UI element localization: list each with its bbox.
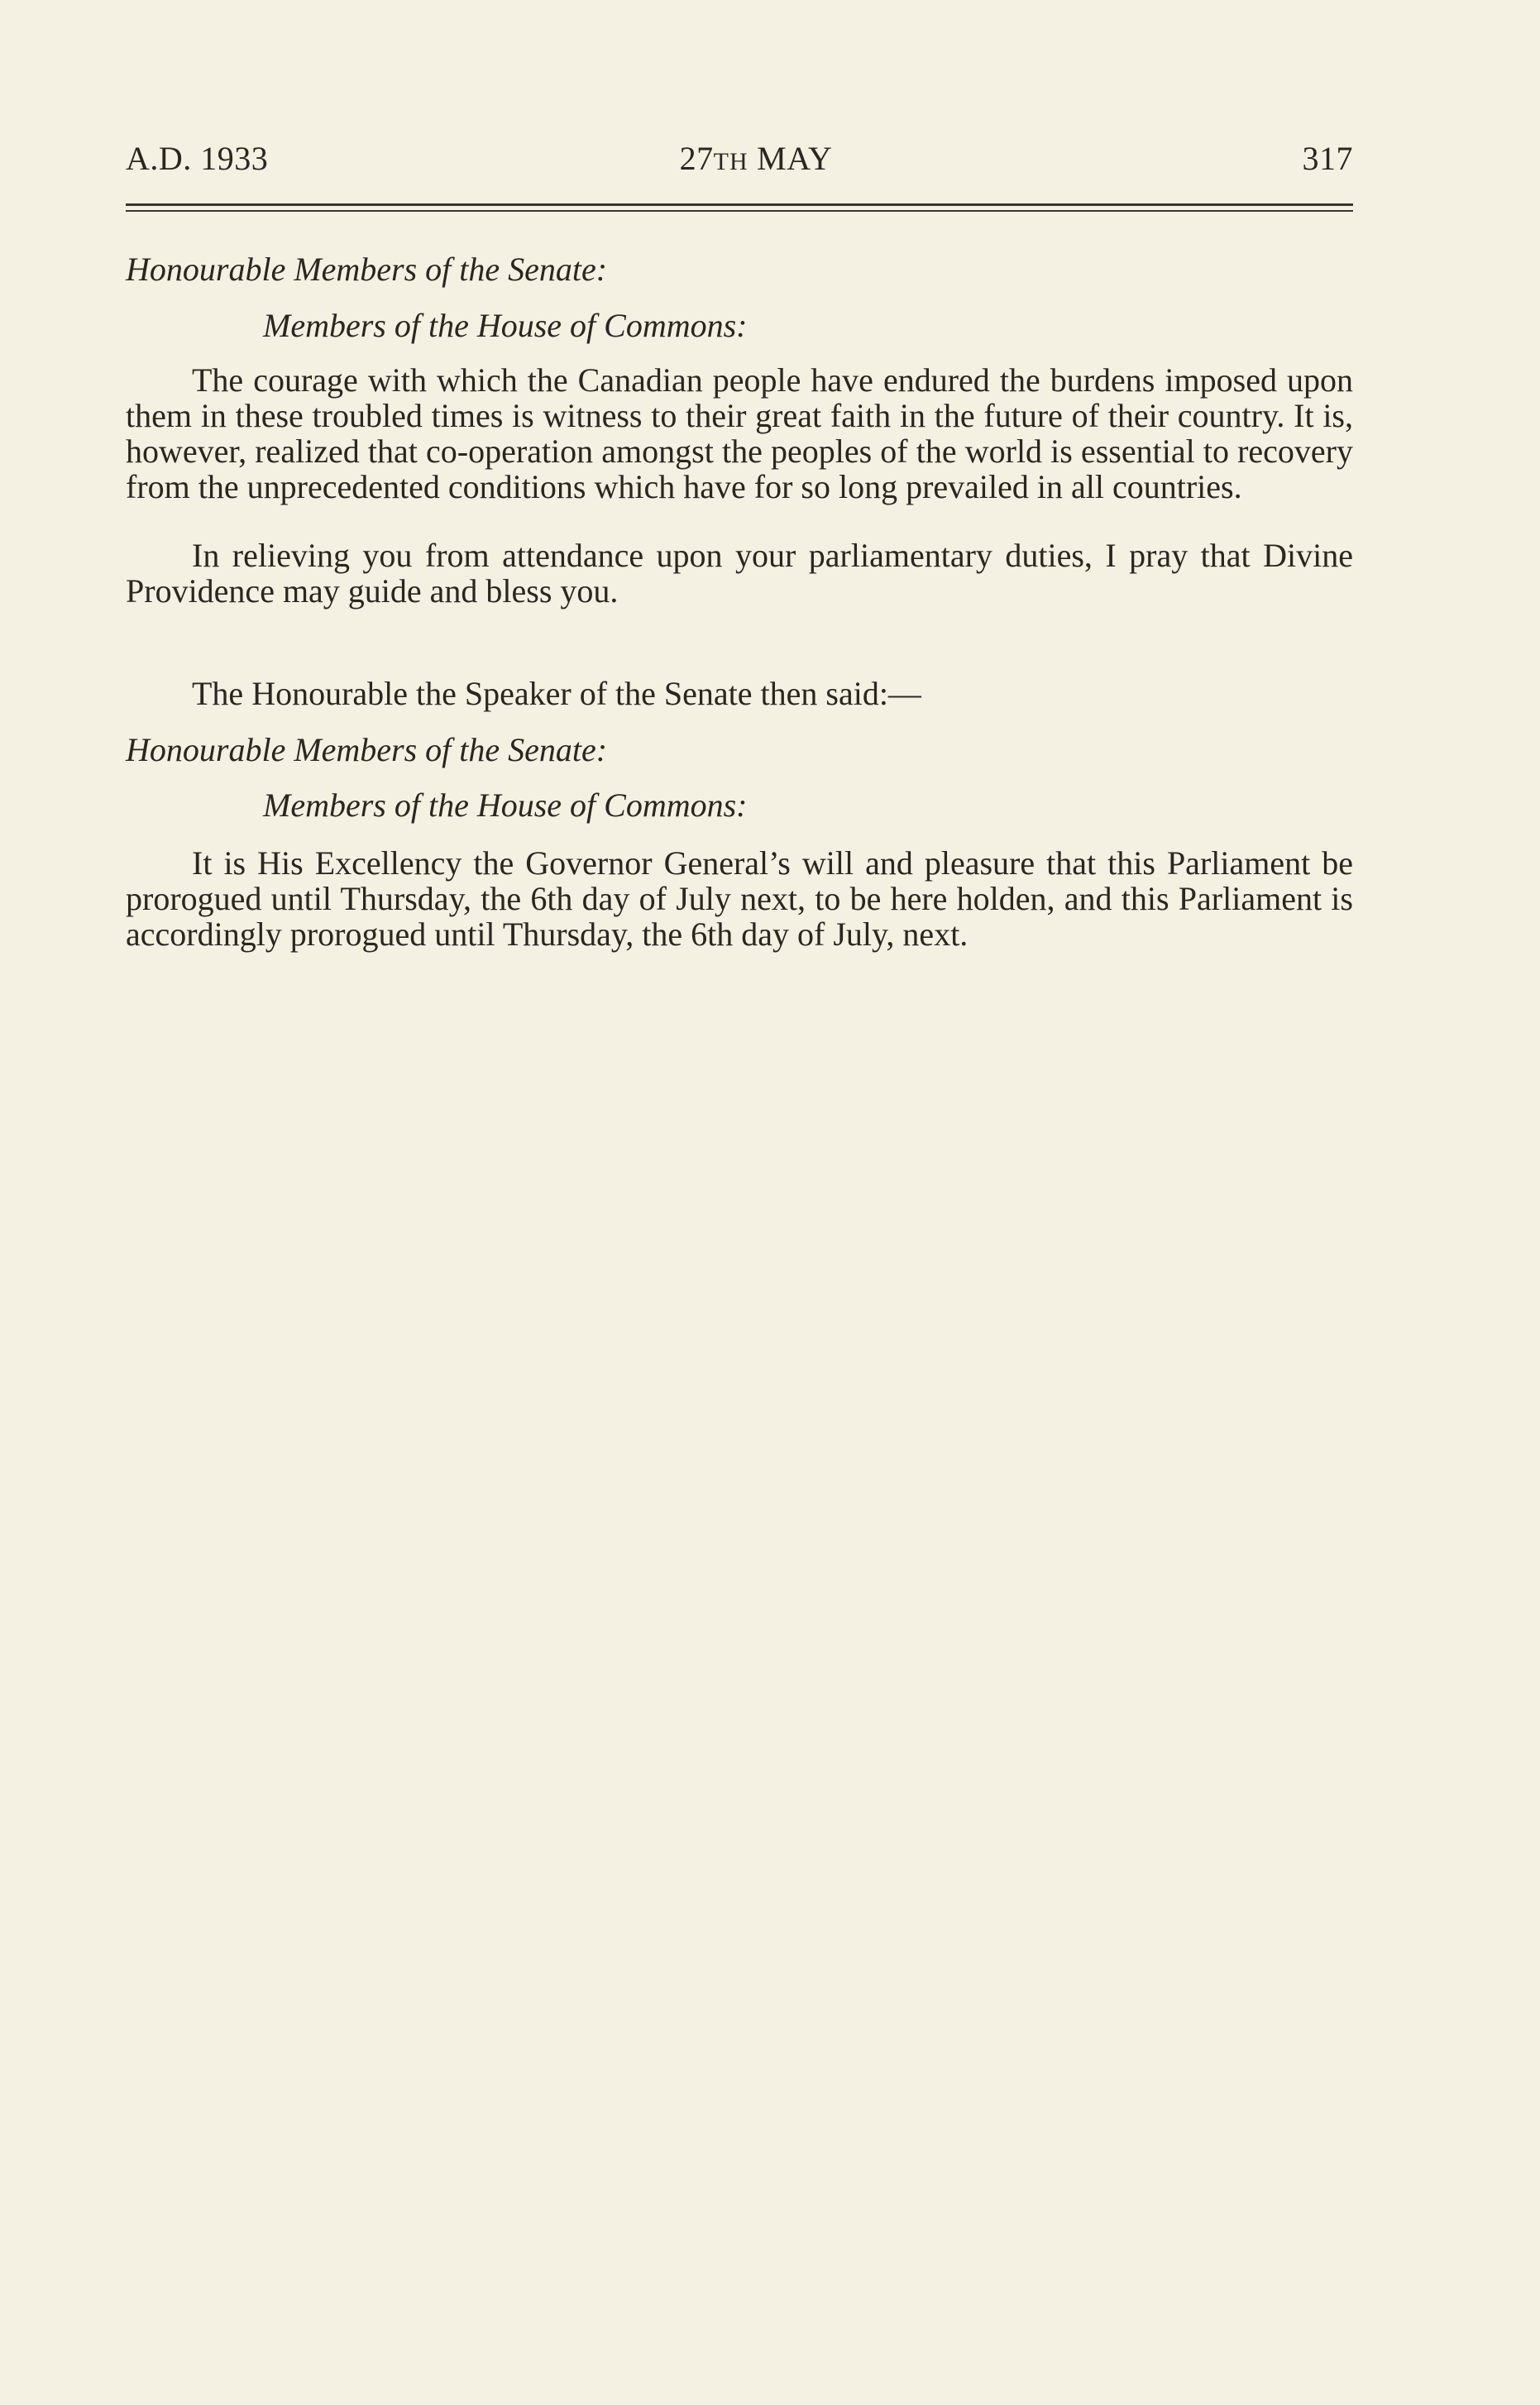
speech-salutation-commons-block (126, 308, 1353, 343)
header-date-month: MAY (757, 140, 833, 177)
speaker-intro: The Honourable the Speaker of the Senate then said:— (192, 675, 921, 712)
header-date-suffix: TH (713, 148, 748, 175)
header-date-number: 27 (679, 140, 714, 177)
speech-paragraph-1: The courage with which the Canadian people have endured the burdens imposed upon them in these troubled times is witness to their great faith in the future of their country. It is, however, realized that co-operation amongst the peoples of the world is essential to recovery from the unprecedented conditions which have for so long prevailed in all countries. (126, 361, 1353, 505)
speaker-salutation-senate: Honourable Members of the Senate: (126, 731, 608, 768)
speech-paragraph-2: In relieving you from attendance upon your parliamentary duties, I pray that Divine Providence may guide and bless you. (126, 537, 1353, 610)
speech-salutation-commons: Members of the House of Commons: (263, 307, 748, 344)
header-rule-top (126, 203, 1353, 206)
speaker-salutation-commons-block (126, 787, 1353, 823)
speaker-salutation-commons: Members of the House of Commons: (263, 787, 748, 824)
header-date (126, 139, 1353, 178)
speech-salutation-senate: Honourable Members of the Senate: (126, 251, 608, 288)
header-rule-bottom (126, 210, 1353, 212)
speaker-intro-block (126, 676, 1353, 711)
page-number: 317 (1302, 140, 1353, 177)
prorogation-paragraph-block (126, 845, 1353, 952)
running-head (126, 139, 1353, 192)
header-year: A.D. 1933 (126, 140, 269, 177)
speech-paragraph-1-block (126, 362, 1353, 504)
speech-salutation-senate-block (126, 251, 1353, 287)
speaker-salutation-senate-block (126, 732, 1353, 767)
speech-paragraph-2-block (126, 538, 1353, 609)
prorogation-paragraph: It is His Excellency the Governor General’s will and pleasure that this Parliament be prorogued until Thursday, the 6th day of July next, to be here holden, and this Parliament is accordingly prorogued until Thursday, the 6th day of July, next. (126, 844, 1353, 953)
